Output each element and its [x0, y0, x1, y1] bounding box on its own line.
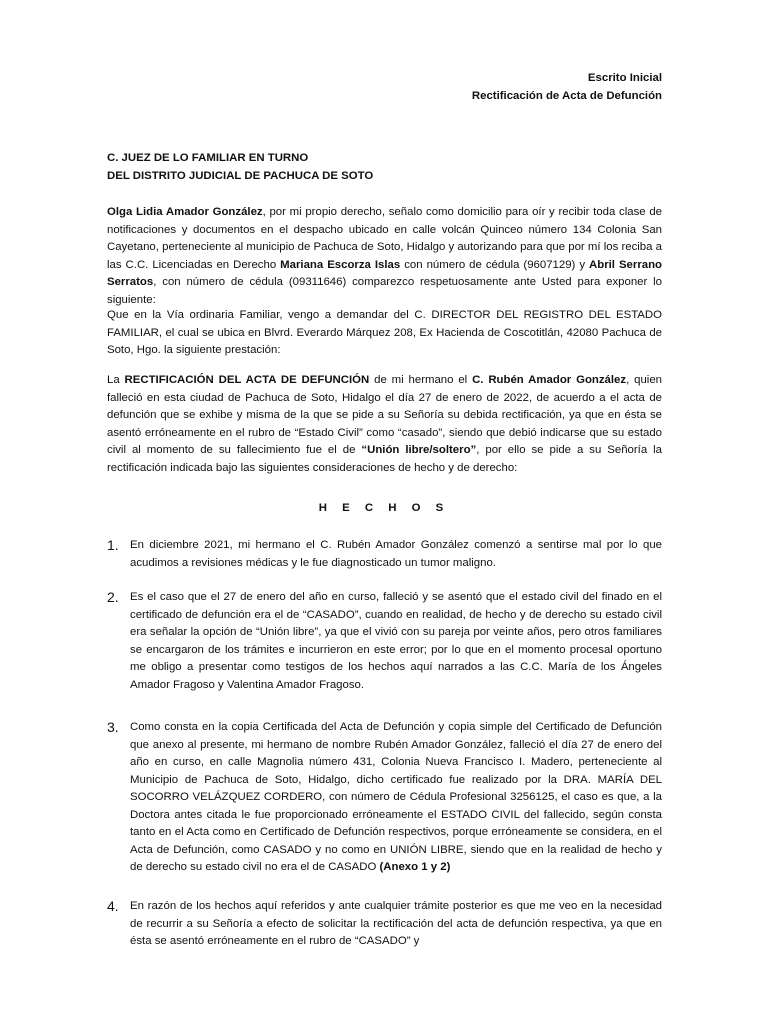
demand-paragraph: Que en la Vía ordinaria Familiar, vengo a demandar del C. DIRECTOR DEL REGISTRO DEL ESTADO FAMILIAR, el cual se ubica en Blvrd. Everardo Márquez 208, Ex Hacienda de Coscotitlán, 42080 Pachuca de Soto, Hgo. la siguiente prestación:: [107, 309, 662, 356]
plaintiff-name: Olga Lidia Amador González: [107, 206, 263, 218]
fact-number: 2.: [107, 589, 119, 605]
rectification-text-2: , quien falleció en esta ciudad de Pachuca de Soto, Hidalgo el día 27 de enero de 2022, de acuerdo a el acta de defunción que se exhibe y misma de la que se pide a su Señoría su debida rectificación, ya que en ésta se asentó erróneamente en el rubro de “Estado Civil” como “casado”, siendo que debió indicarse que su estado civil al momento de su fallecimiento fue el de: [107, 374, 662, 456]
annex-reference: (Anexo 1 y 2): [379, 861, 451, 873]
intro-text-3: , con número de cédula (09311646) comparezco respetuosamente ante Usted para exponer lo siguiente:: [107, 276, 662, 306]
header-title: Escrito Inicial: [587, 72, 662, 84]
facts-heading: H E C H O S: [318, 502, 450, 514]
fact-number: 1.: [107, 537, 119, 553]
lawyer-name-2: Abril Serrano Serratos: [107, 258, 662, 288]
correct-civil-status: “Unión libre/soltero”: [361, 444, 477, 456]
rectification-prefix: La: [107, 374, 125, 386]
fact-text: En diciembre 2021, mi hermano el C. Rubén Amador González comenzó a sentirse mal por lo que acudimos a revisiones médicas y le fue diagnosticado un tumor maligno.: [130, 539, 662, 569]
lawyer-name-1: Mariana Escorza Islas: [280, 258, 401, 271]
fact-number: 3.: [107, 719, 119, 735]
deceased-name: C. Rubén Amador González: [472, 374, 627, 386]
addressee-line-1: C. JUEZ DE LO FAMILIAR EN TURNO: [107, 152, 309, 164]
addressee-line-2: DEL DISTRITO JUDICIAL DE PACHUCA DE SOTO: [107, 169, 374, 182]
fact-text: Es el caso que el 27 de enero del año en curso, falleció y se asentó que el estado civil del finado en el certificado de defunción era el de “CASADO”, cuando en realidad, de hecho y de derecho su estado civil era señalar la opción de “Unión libre”, ya que el vivió con su pareja por veinte años, pero otros familiares se encargaron de los trámites e incurrieron en este error; por lo que en el momento procesal oportuno me obligo a presentar como testigos de los hechos aquí narrados a las C.C. María de los Ángeles Amador Fragoso y Valentina Amador Fragoso.: [130, 591, 662, 691]
fact-text-container: [130, 719, 662, 877]
document-header: [472, 70, 662, 105]
rectification-paragraph: [107, 372, 662, 477]
intro-text-2: con número de cédula (9607129) y: [400, 258, 590, 271]
fact-text: Como consta en la copia Certificada del Acta de Defunción y copia simple del Certificado de Defunción que anexo al presente, mi hermano de nombre Rubén Amador González, falleció el día 27 de enero del año en curso, en calle Magnolia número 431, Colonia Nueva Francisco I. Madero, perteneciente al Municipio de Pachuca de Soto, Hidalgo, dicho certificado fue realizado por la DRA. MARÍA DEL SOCORRO VELÁZQUEZ CORDERO, con número de Cédula Profesional 3256125, el caso es que, a la Doctora antes citada le fue proporcionado erróneamente el ESTADO CIVIL del fallecido, según consta tanto en el Acta como en Certificado de Defunción respectivos, porque erróneamente se considera, en el Acta de Defunción, como CASADO y no como en UNIÓN LIBRE, siendo que en la realidad de hecho y de derecho su estado civil no era el de CASADO: [130, 721, 662, 873]
intro-text-1: , por mi propio derecho, señalo como domicilio para oír y recibir toda clase de notificaciones y documentos en el despacho ubicado en calle volcán Quinceo número 134 Colonia San Cayetano, perteneciente al municipio de Pachuca de Soto, Hidalgo y autorizando para que por mí los reciba a las C.C. Licenciadas en Derecho: [107, 206, 662, 271]
rectification-text-3: , por ello se pide a su Señoría la rectificación indicada bajo las siguientes consideraciones de hecho y de derecho:: [107, 444, 663, 474]
fact-item: [107, 589, 662, 694]
fact-item: [107, 719, 662, 877]
addressee: [107, 150, 373, 185]
fact-item: [107, 898, 662, 951]
rectification-text-1: de mi hermano el: [369, 374, 473, 386]
intro-paragraph: [107, 204, 662, 309]
rectification-title: RECTIFICACIÓN DEL ACTA DE DEFUNCIÓN: [124, 374, 370, 386]
fact-text: En razón de los hechos aquí referidos y ante cualquier trámite posterior es que me veo en la necesidad de recurrir a su Señoría a efecto de solicitar la rectificación del acta de defunción respectiva, ya que en ésta se asentó erróneamente en el rubro de “CASADO” y: [130, 900, 662, 947]
header-subtitle: Rectificación de Acta de Defunción: [471, 89, 662, 102]
fact-item: [107, 537, 662, 572]
fact-number: 4.: [107, 898, 119, 914]
